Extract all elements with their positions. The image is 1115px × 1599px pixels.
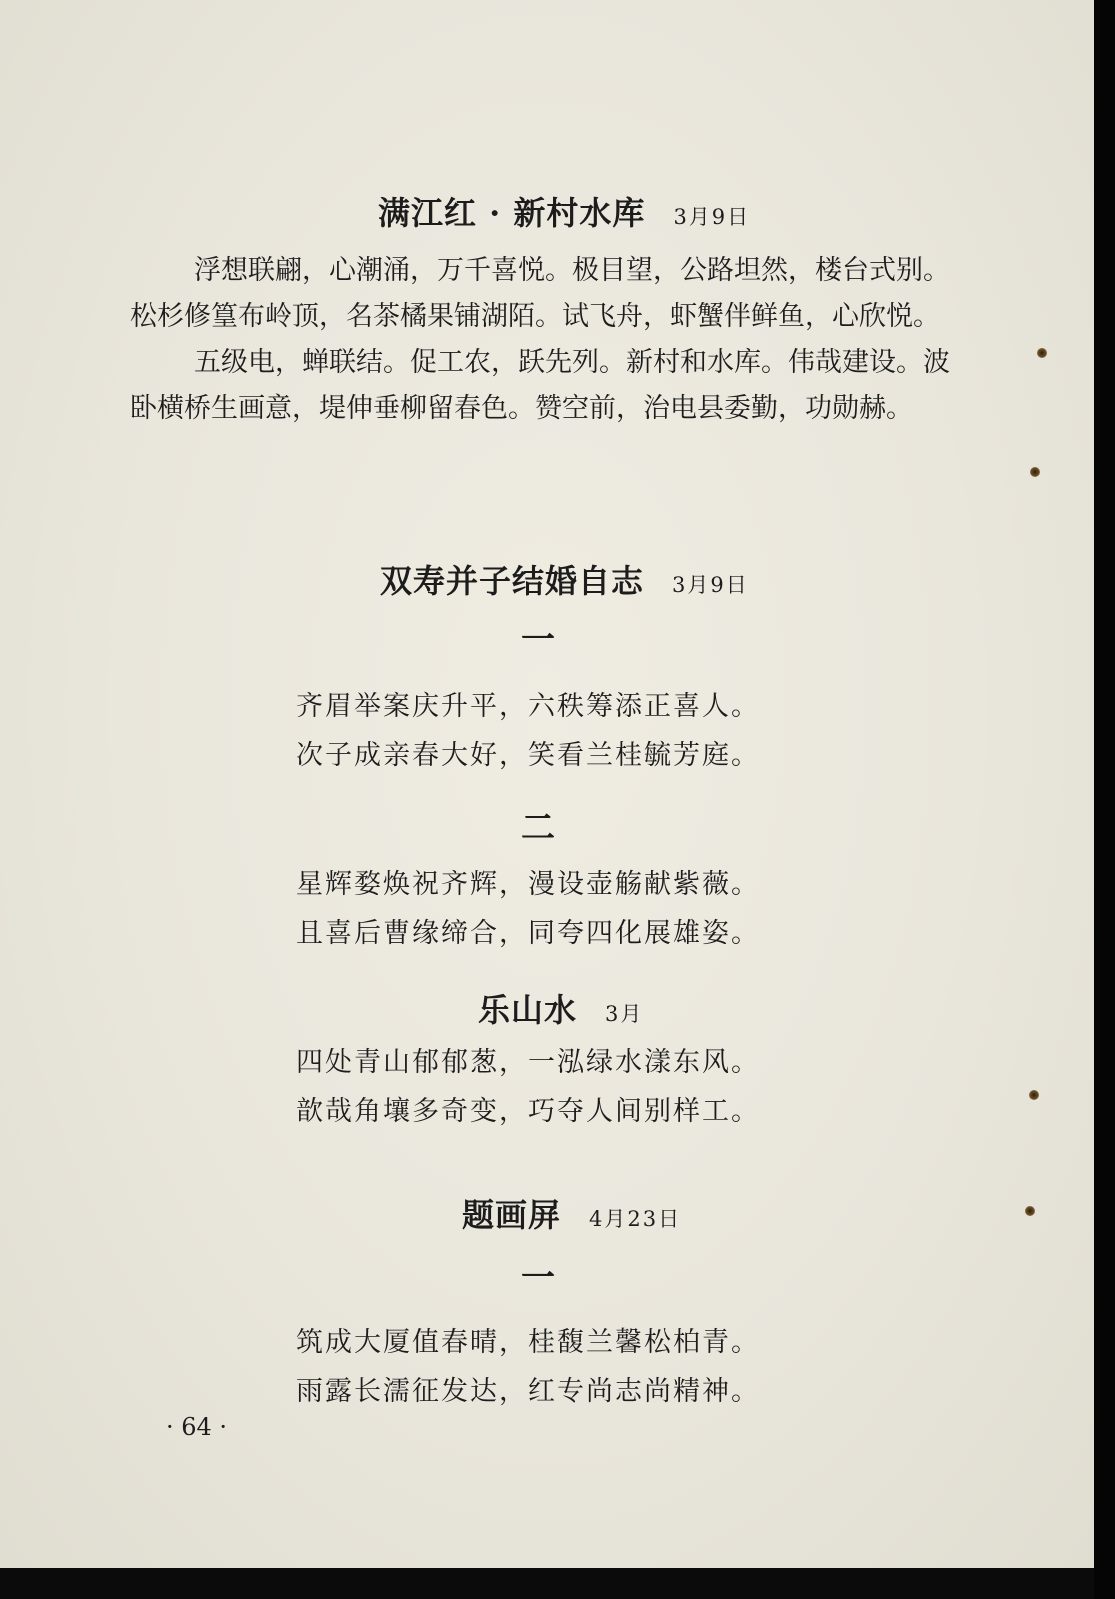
binding-hole bbox=[1030, 467, 1040, 477]
verse-line: 星辉婺焕祝齐辉，漫设壶觞献紫薇。 bbox=[296, 869, 760, 900]
poem-stanza: 五级电，蝉联结。促工农，跃先列。新村和水库。伟哉建设。波卧横桥生画意，堤伸垂柳留春色。赞空前，治电县委勤，功勋赫。 bbox=[130, 347, 950, 424]
verse-line: 筑成大厦值春晴，桂馥兰馨松柏青。 bbox=[296, 1327, 760, 1358]
poem-title-text: 题画屏 bbox=[462, 1196, 562, 1234]
section-numeral: 一 bbox=[521, 1258, 555, 1298]
binding-hole bbox=[1025, 1206, 1035, 1216]
poem-stanza: 浮想联翩，心潮涌，万千喜悦。极目望，公路坦然，楼台式别。松杉修篁布岭顶，名茶橘果铺湖陌。试飞舟，虾蟹伴鲜鱼，心欣悦。 bbox=[130, 255, 950, 332]
poem-title-text: 乐山水 bbox=[478, 991, 578, 1029]
poem-date: 4月23日 bbox=[589, 1207, 682, 1231]
verse-block bbox=[296, 1038, 760, 1136]
verse-block bbox=[296, 860, 760, 958]
verse-line: 歆哉角壤多奇变，巧夺人间别样工。 bbox=[296, 1096, 760, 1127]
poem-title-text: 双寿并子结婚自志 bbox=[380, 562, 645, 600]
binding-hole bbox=[1029, 1090, 1039, 1100]
poem-body bbox=[130, 248, 950, 432]
poem-title-text: 满江红 · 新村水库 bbox=[378, 194, 646, 232]
scan-edge bbox=[1094, 0, 1115, 1599]
verse-line: 雨露长濡征发达，红专尚志尚精神。 bbox=[296, 1376, 760, 1407]
verse-block bbox=[296, 682, 760, 780]
poem-title bbox=[378, 188, 750, 234]
poem-date: 3月9日 bbox=[673, 205, 751, 229]
verse-line: 四处青山郁郁葱，一泓绿水漾东风。 bbox=[296, 1047, 760, 1078]
page-number: · 64 · bbox=[166, 1413, 228, 1441]
verse-block bbox=[296, 1318, 760, 1416]
poem-title bbox=[380, 556, 749, 602]
section-numeral: 一 bbox=[521, 620, 555, 660]
poem-date: 3月 bbox=[605, 1002, 644, 1026]
verse-line: 次子成亲春大好，笑看兰桂毓芳庭。 bbox=[296, 740, 760, 771]
poem-title bbox=[478, 985, 643, 1031]
section-numeral: 二 bbox=[521, 808, 555, 848]
poem-title bbox=[462, 1190, 681, 1236]
verse-line: 齐眉举案庆升平，六秩筹添正喜人。 bbox=[296, 691, 760, 722]
poem-date: 3月9日 bbox=[672, 573, 749, 597]
binding-hole bbox=[1037, 348, 1047, 358]
verse-line: 且喜后曹缘缔合，同夸四化展雄姿。 bbox=[296, 918, 760, 949]
